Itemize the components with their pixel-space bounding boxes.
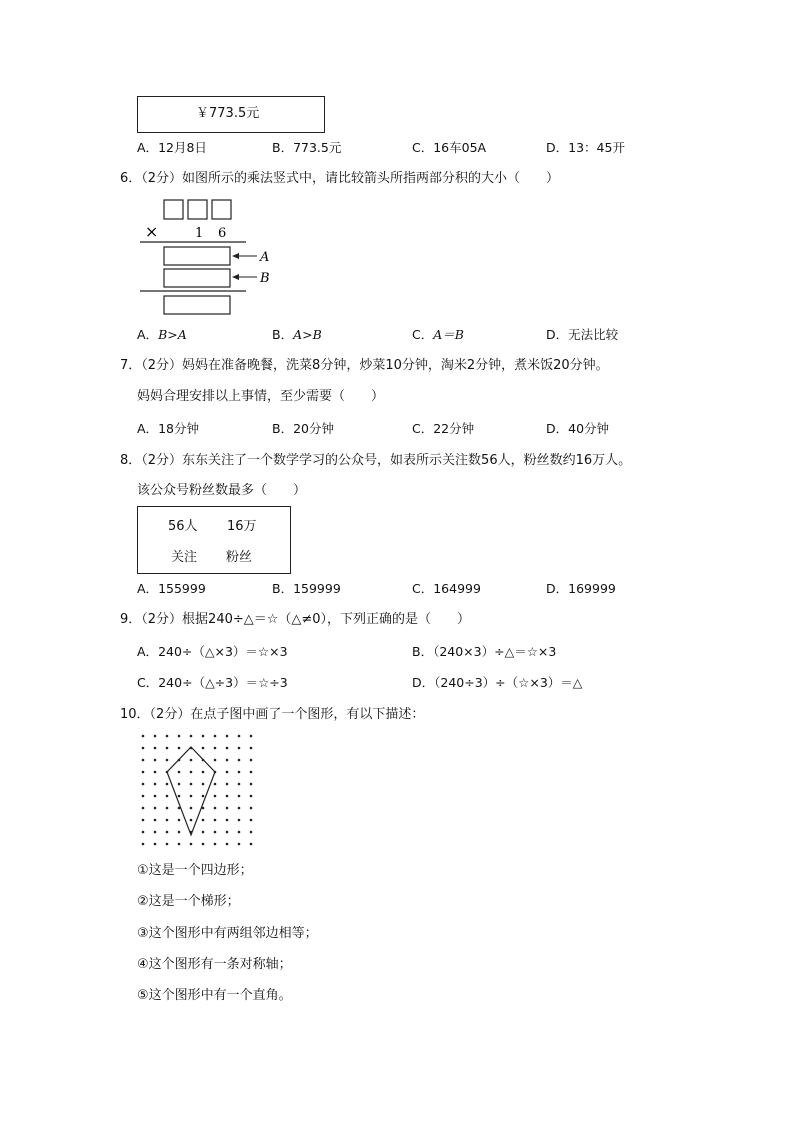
statement-4: ④这个图形有一条对称轴； — [137, 957, 292, 972]
q10-stem: 10．（2分）在点子图中画了一个图形，有以下描述： — [120, 707, 425, 722]
grid-dot — [202, 795, 205, 798]
grid-dot — [214, 819, 217, 822]
arrow-a-head — [232, 253, 239, 259]
digit-box — [188, 200, 207, 219]
grid-dot — [226, 807, 229, 810]
grid-dot — [178, 747, 181, 750]
grid-dot — [250, 831, 253, 834]
statement-3: ③这个图形中有两组邻边相等； — [137, 926, 318, 941]
grid-dot — [214, 831, 217, 834]
grid-dot — [214, 735, 217, 738]
grid-dot — [154, 819, 157, 822]
grid-dot — [238, 747, 241, 750]
q9-option-b[interactable]: B．（240×3）÷△＝☆×3 — [412, 644, 557, 659]
q6-option-c[interactable]: C．A＝B — [412, 327, 464, 342]
grid-dot — [214, 795, 217, 798]
grid-dot — [250, 807, 253, 810]
grid-dot — [178, 771, 181, 774]
follow-label: 关注 — [171, 550, 198, 565]
grid-dot — [202, 831, 205, 834]
grid-dot — [166, 759, 169, 762]
grid-dot — [226, 843, 229, 846]
fans-label: 粉丝 — [226, 550, 253, 565]
grid-dot — [214, 843, 217, 846]
grid-dot — [190, 759, 193, 762]
grid-dot — [166, 783, 169, 786]
digit-box — [212, 200, 231, 219]
grid-dot — [238, 735, 241, 738]
grid-dot — [226, 747, 229, 750]
statement-5: ⑤这个图形中有一个直角。 — [137, 988, 292, 1003]
q6-option-d[interactable]: D．无法比较 — [546, 327, 619, 342]
grid-dot — [142, 747, 145, 750]
grid-dot — [154, 795, 157, 798]
grid-dot — [214, 807, 217, 810]
q9-option-a[interactable]: A．240÷（△×3）＝☆×3 — [137, 644, 288, 659]
grid-dot — [250, 735, 253, 738]
grid-dot — [154, 831, 157, 834]
multiplier-digit-1: 1 — [195, 226, 204, 241]
statement-2: ②这是一个梯形； — [137, 894, 240, 909]
q7-stem-line1: 7．（2分）妈妈在准备晚餐，洗菜8分钟，炒菜10分钟，淘米2分钟，煮米饭20分钟。 — [120, 358, 609, 373]
dot-grid — [142, 735, 253, 846]
grid-dot — [202, 843, 205, 846]
grid-dot — [166, 747, 169, 750]
grid-dot — [178, 843, 181, 846]
label-a: A — [260, 250, 270, 265]
q5-option-a[interactable]: A．12月8日 — [137, 140, 207, 155]
grid-dot — [178, 783, 181, 786]
grid-dot — [226, 735, 229, 738]
q9-stem: 9．（2分）根据240÷△＝☆（△≠0），下列正确的是（ ） — [120, 612, 471, 627]
grid-dot — [238, 783, 241, 786]
grid-dot — [202, 771, 205, 774]
partial-product-a-box — [164, 247, 230, 265]
grid-dot — [226, 783, 229, 786]
grid-dot — [142, 783, 145, 786]
grid-dot — [190, 795, 193, 798]
grid-dot — [226, 759, 229, 762]
times-sign: × — [145, 222, 159, 241]
q8-stem-line2: 该公众号粉丝数最多（ ） — [137, 483, 307, 498]
grid-dot — [142, 831, 145, 834]
q7-stem-line2: 妈妈合理安排以上事情，至少需要（ ） — [137, 389, 385, 404]
grid-dot — [190, 807, 193, 810]
grid-dot — [214, 747, 217, 750]
arrow-b-head — [232, 274, 239, 280]
grid-dot — [154, 783, 157, 786]
grid-dot — [250, 759, 253, 762]
ticket-text: ￥773.5元 — [196, 106, 260, 121]
grid-dot — [154, 747, 157, 750]
grid-dot — [178, 735, 181, 738]
grid-dot — [142, 795, 145, 798]
q7-option-d[interactable]: D．40分钟 — [546, 421, 610, 436]
q8-stem-line1: 8．（2分）东东关注了一个数学学习的公众号，如表所示关注数56人，粉丝数约16万人。 — [120, 453, 632, 468]
follow-count: 56人 — [168, 519, 198, 534]
grid-dot — [250, 843, 253, 846]
q5-option-b[interactable]: B．773.5元 — [272, 140, 342, 155]
grid-dot — [190, 819, 193, 822]
grid-dot — [154, 759, 157, 762]
q9-option-c[interactable]: C．240÷（△÷3）＝☆÷3 — [137, 675, 288, 690]
grid-dot — [154, 735, 157, 738]
grid-dot — [250, 795, 253, 798]
grid-dot — [166, 831, 169, 834]
grid-dot — [154, 807, 157, 810]
grid-dot — [190, 771, 193, 774]
grid-dot — [238, 843, 241, 846]
grid-dot — [202, 747, 205, 750]
grid-dot — [190, 735, 193, 738]
q8-option-d[interactable]: D．169999 — [546, 581, 616, 596]
grid-dot — [238, 831, 241, 834]
grid-dot — [238, 807, 241, 810]
multiplier-digit-6: 6 — [218, 226, 227, 241]
grid-dot — [226, 831, 229, 834]
grid-dot — [142, 843, 145, 846]
grid-dot — [166, 807, 169, 810]
grid-dot — [142, 735, 145, 738]
grid-dot — [142, 759, 145, 762]
q7-option-c[interactable]: C．22分钟 — [412, 421, 475, 436]
grid-dot — [142, 807, 145, 810]
q7-option-a[interactable]: A．18分钟 — [137, 421, 199, 436]
grid-dot — [250, 819, 253, 822]
grid-dot — [226, 795, 229, 798]
q5-option-c[interactable]: C．16车05A — [412, 140, 487, 155]
q8-stats-table — [137, 506, 291, 574]
grid-dot — [202, 783, 205, 786]
q8-option-c[interactable]: C．164999 — [412, 581, 481, 596]
grid-dot — [238, 759, 241, 762]
fans-count: 16万 — [227, 519, 257, 534]
grid-dot — [166, 735, 169, 738]
grid-dot — [190, 783, 193, 786]
grid-dot — [154, 771, 157, 774]
grid-dot — [142, 771, 145, 774]
grid-dot — [178, 831, 181, 834]
label-b: B — [260, 271, 270, 286]
digit-box — [164, 200, 183, 219]
q6-stem: 6．（2分）如图所示的乘法竖式中，请比较箭头所指两部分积的大小（ ） — [120, 171, 560, 186]
grid-dot — [202, 819, 205, 822]
grid-dot — [178, 819, 181, 822]
grid-dot — [166, 819, 169, 822]
grid-dot — [238, 795, 241, 798]
product-box — [164, 296, 230, 314]
grid-dot — [226, 819, 229, 822]
grid-dot — [202, 735, 205, 738]
q10-dot-grid-figure — [136, 732, 260, 850]
q6-option-a[interactable]: A．B>A — [137, 327, 187, 342]
grid-dot — [250, 747, 253, 750]
q8-option-a[interactable]: A．155999 — [137, 581, 206, 596]
q9-option-d[interactable]: D．（240÷3）÷（☆×3）＝△ — [412, 675, 583, 690]
partial-product-b-box — [164, 269, 230, 287]
grid-dot — [166, 795, 169, 798]
grid-dot — [214, 759, 217, 762]
grid-dot — [226, 771, 229, 774]
grid-dot — [178, 795, 181, 798]
q8-option-b[interactable]: B．159999 — [272, 581, 341, 596]
q6-multiplication-figure — [140, 196, 300, 318]
grid-dot — [250, 783, 253, 786]
q5-option-d[interactable]: D．13：45开 — [546, 140, 625, 155]
grid-dot — [190, 843, 193, 846]
q6-option-b[interactable]: B．A>B — [272, 327, 322, 342]
grid-dot — [214, 783, 217, 786]
grid-dot — [154, 843, 157, 846]
statement-1: ①这是一个四边形； — [137, 863, 253, 878]
ticket-box — [137, 96, 325, 133]
grid-dot — [250, 771, 253, 774]
grid-dot — [142, 819, 145, 822]
q7-option-b[interactable]: B．20分钟 — [272, 421, 334, 436]
grid-dot — [238, 771, 241, 774]
grid-dot — [166, 843, 169, 846]
grid-dot — [238, 819, 241, 822]
